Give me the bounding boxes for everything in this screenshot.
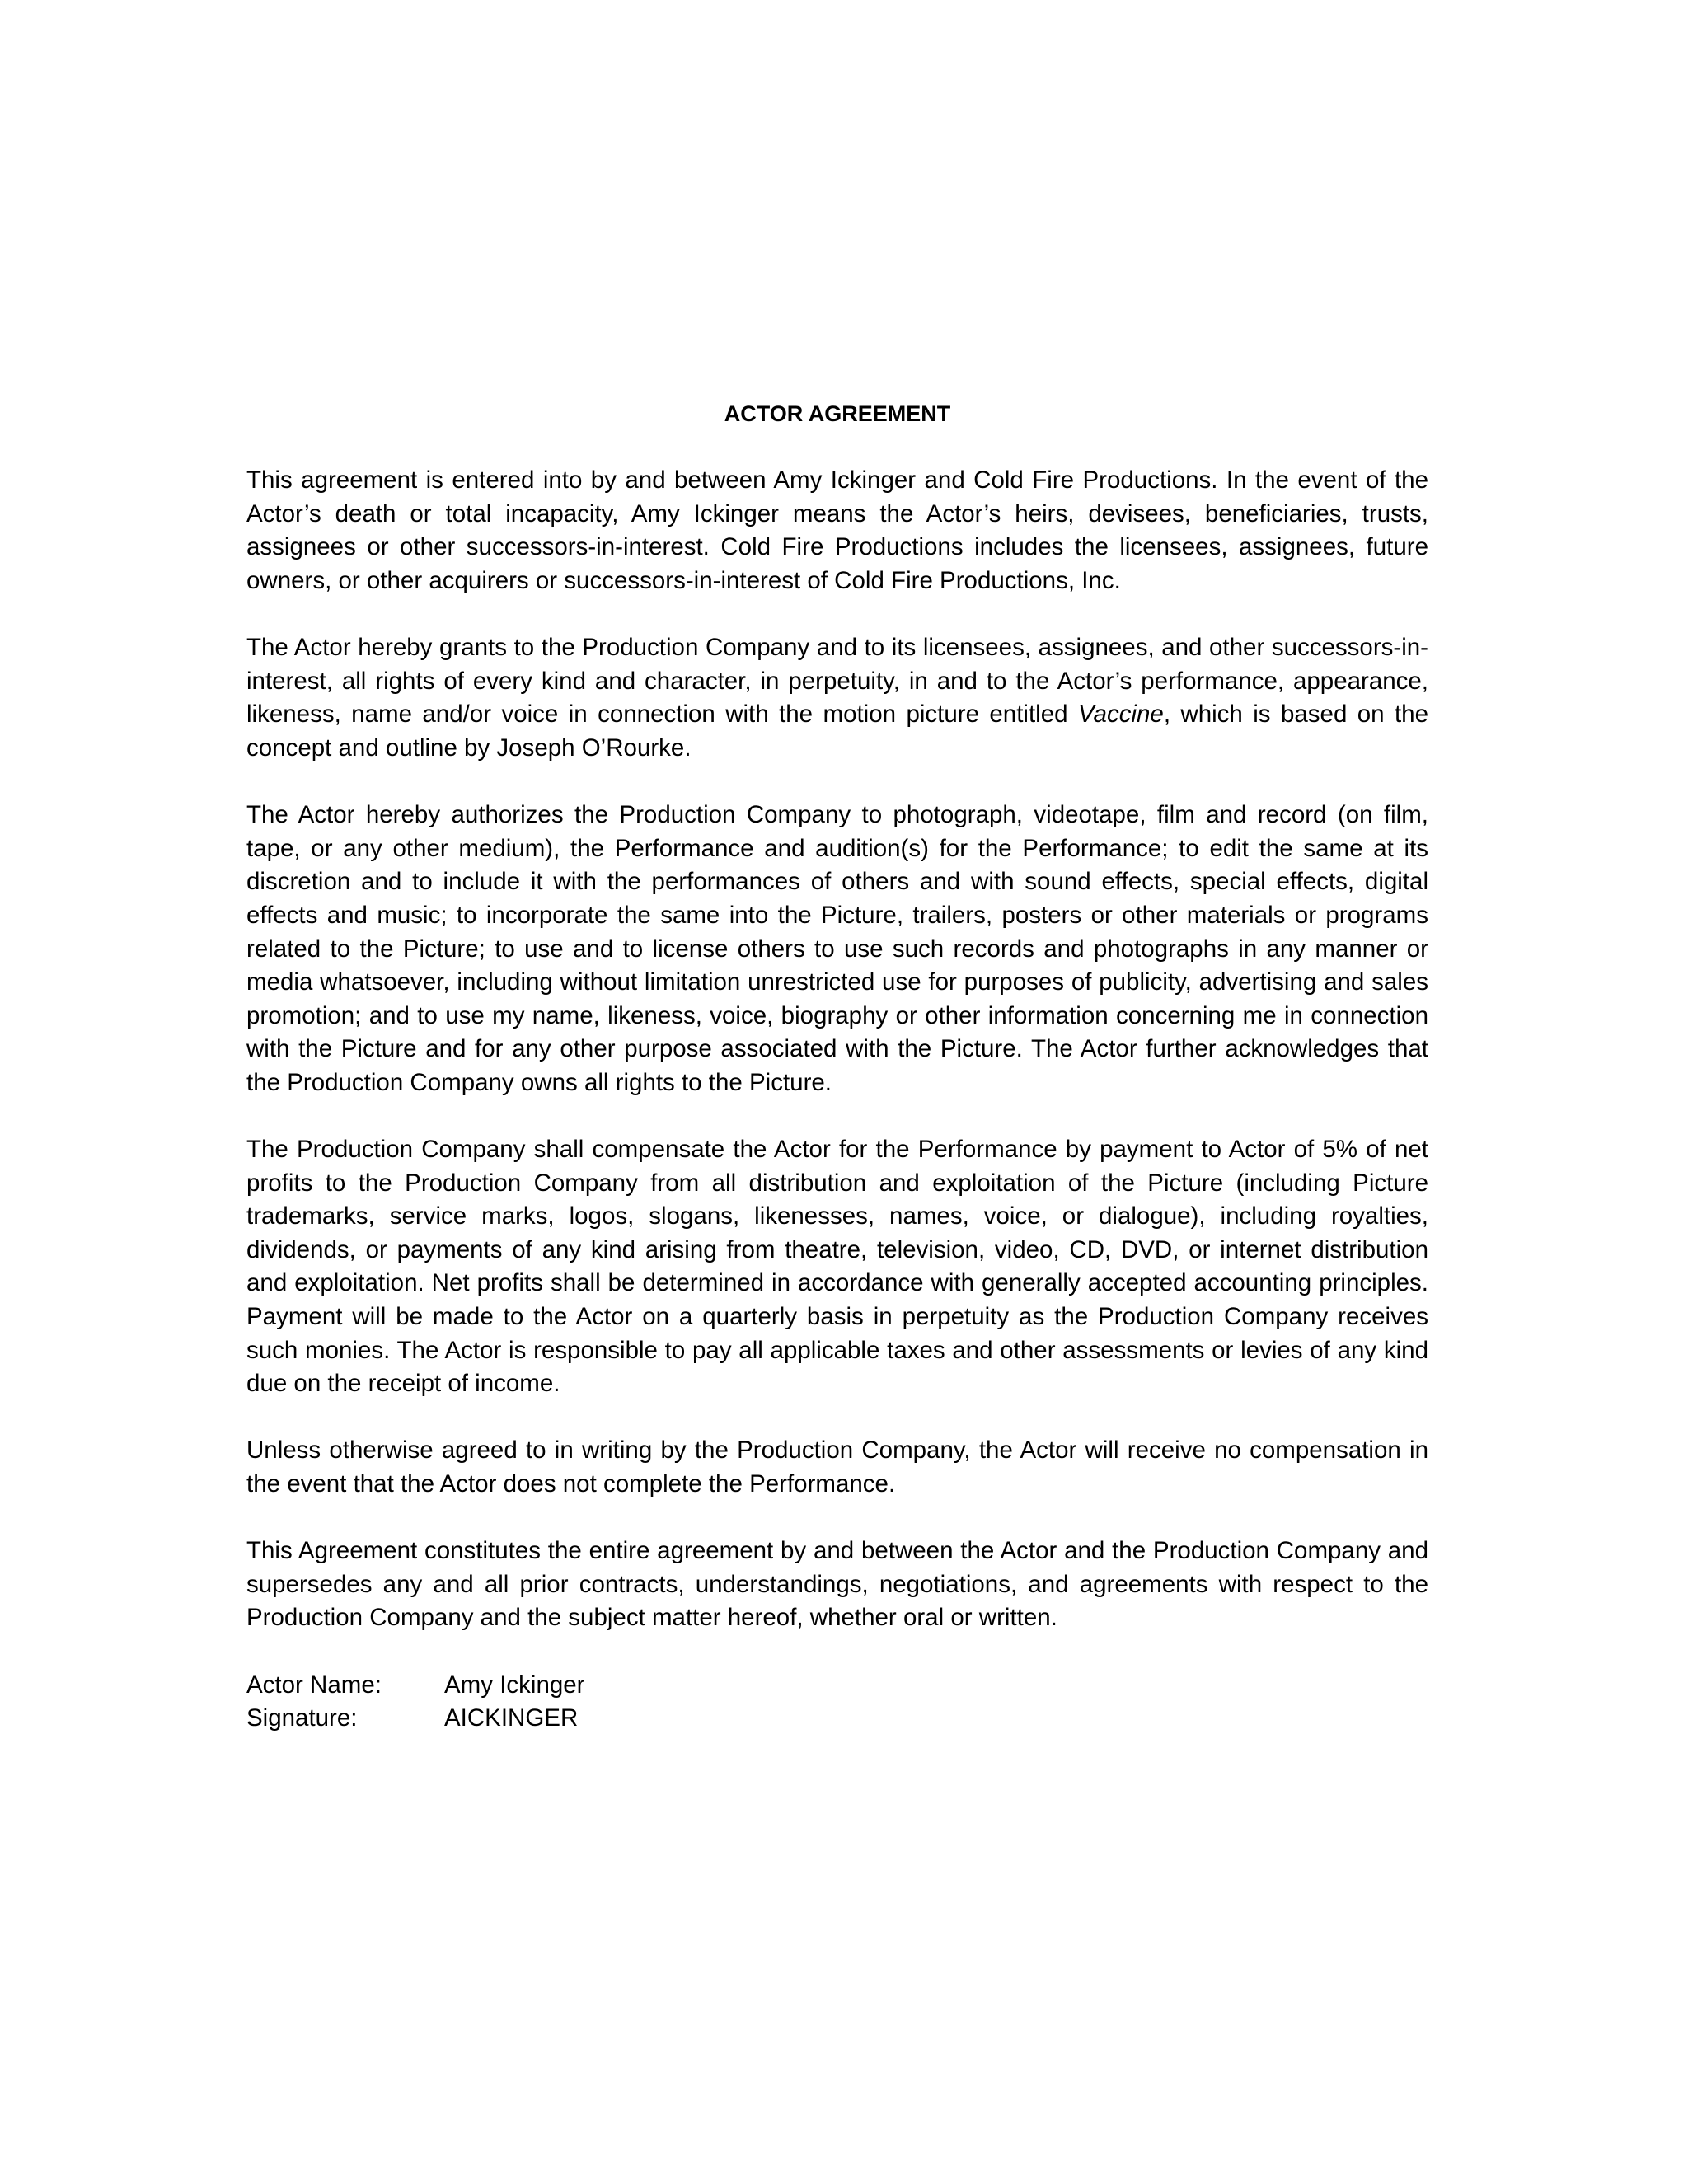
actor-name-label: Actor Name:	[246, 1671, 382, 1699]
paragraph-parties: This agreement is entered into by and between Amy Ickinger and Cold Fire Productions. In the event of the Actor’s death or total incapacity, Amy Ickinger means the Actor’s heirs, devisees, beneficiaries, trusts, assignees or other successors-in-interest. Cold Fire Productions includes the licensees, assignees, future owners, or other acquirers or successors-in-interest of Cold Fire Productions, Inc.	[246, 466, 1428, 594]
actor-name-value: Amy Ickinger	[444, 1671, 585, 1699]
actor-name-row	[246, 1669, 1428, 1703]
paragraph-compensation: The Production Company shall compensate the Actor for the Performance by payment to Actor of 5% of net profits to the Production Company from all distribution and exploitation of the Picture (including Picture trademarks, service marks, logos, slogans, likenesses, names, voice, or dialogue), including royalties, dividends, or payments of any kind arising from theatre, television, video, CD, DVD, or internet distribution and exploitation. Net profits shall be determined in accordance with generally accepted accounting principles. Payment will be made to the Actor on a quarterly basis in perpetuity as the Production Company receives such monies. The Actor is responsible to pay all applicable taxes and other assessments or levies of any kind due on the receipt of income.	[246, 1136, 1428, 1398]
grant-text-before: The Actor hereby grants to the Production Company and to its licensees, assignees, and other successors-in-interest, all rights of every kind and character, in perpetuity, in and to the Actor’s performance, appearance, likeness, name and/or voice in connection with the motion picture entitled	[246, 634, 1428, 729]
film-title: Vaccine	[1077, 701, 1164, 729]
paragraph-non-completion: Unless otherwise agreed to in writing by the Production Company, the Actor will receive no compensation in the event that the Actor does not complete the Performance.	[246, 1436, 1428, 1497]
paragraph-grant-of-rights	[246, 631, 1428, 765]
signature-row	[246, 1702, 1428, 1736]
signature-block	[246, 1669, 1428, 1736]
signature-value: AICKINGER	[444, 1704, 579, 1732]
document-title: ACTOR AGREEMENT	[724, 401, 951, 426]
document-body	[246, 397, 1428, 1736]
paragraph-authorization: The Actor hereby authorizes the Production Company to photograph, videotape, film and record (on film, tape, or any other medium), the Performance and audition(s) for the Performance; to edit the same at its discretion and to include it with the performances of others and with sound effects, special effects, digital effects and music; to incorporate the same into the Picture, trailers, posters or other materials or programs related to the Picture; to use and to license others to use such records and photographs in any manner or media whatsoever, including without limitation unrestricted use for purposes of publicity, advertising and sales promotion; and to use my name, likeness, voice, biography or other information concerning me in connection with the Picture and for any other purpose associated with the Picture. The Actor further acknowledges that the Production Company owns all rights to the Picture.	[246, 801, 1428, 1096]
grant-text-after: , which is based on the concept and outline by Joseph O’Rourke.	[246, 701, 1428, 762]
paragraph-entire-agreement: This Agreement constitutes the entire agreement by and between the Actor and the Production Company and supersedes any and all prior contracts, understandings, negotiations, and agreements with respect to the Production Company and the subject matter hereof, whether oral or written.	[246, 1537, 1428, 1632]
signature-label: Signature:	[246, 1704, 358, 1732]
